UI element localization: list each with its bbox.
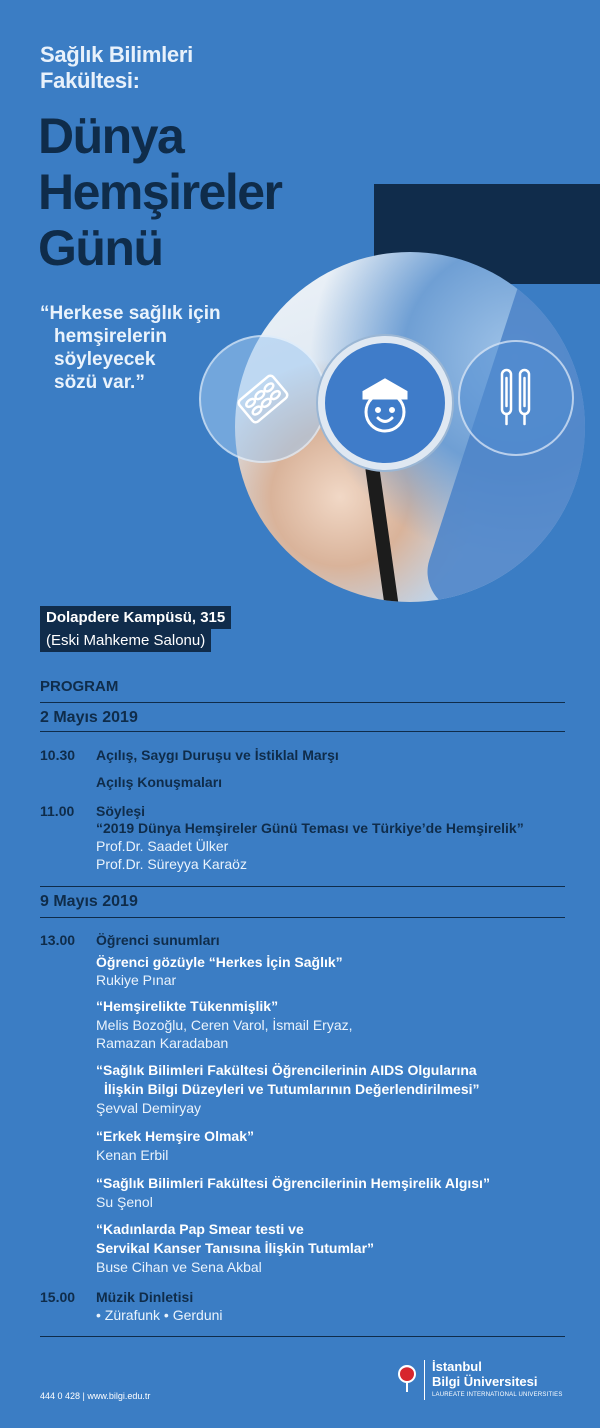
day2-date: 9 Mayıs 2019	[40, 893, 138, 910]
talk4-title: “Erkek Hemşire Olmak”	[96, 1128, 254, 1144]
talk1-speaker: Rukiye Pınar	[96, 972, 177, 988]
logo-divider	[424, 1360, 425, 1400]
faculty-line-2: Fakültesi:	[40, 68, 140, 93]
talk3-title-1: “Sağlık Bilimleri Fakültesi Öğrencilerinin AIDS Olgularına	[96, 1062, 477, 1078]
talk3-title-2: İlişkin Bilgi Düzeyleri ve Tutumlarının Değerlendirilmesi”	[104, 1081, 480, 1097]
talk5-title: “Sağlık Bilimleri Fakültesi Öğrencilerinin Hemşirelik Algısı”	[96, 1175, 490, 1191]
footer-contact: 444 0 428 | www.bilgi.edu.tr	[40, 1391, 151, 1401]
title-line-2: Hemşireler	[38, 164, 282, 220]
title-line-3: Günü	[38, 220, 163, 276]
divider	[40, 702, 565, 703]
day2-slot2-time: 15.00	[40, 1289, 76, 1305]
faculty-line-1: Sağlık Bilimleri	[40, 42, 193, 67]
day1-slot2-time: 11.00	[40, 803, 75, 819]
title-line-1: Dünya	[38, 108, 184, 164]
quote-line-4: sözü var.”	[54, 372, 145, 393]
day1-date: 2 Mayıs 2019	[40, 709, 138, 726]
talk2-speakers-2: Ramazan Karadaban	[96, 1035, 229, 1051]
talk1-title: Öğrenci gözüyle “Herkes İçin Sağlık”	[96, 954, 343, 970]
day1-slot1-sub: Açılış Konuşmaları	[96, 774, 223, 790]
day2-slot2-title: Müzik Dinletisi	[96, 1289, 194, 1305]
divider	[40, 1336, 565, 1337]
program-heading: PROGRAM	[40, 678, 119, 695]
talk2-title: “Hemşirelikte Tükenmişlik”	[96, 998, 279, 1014]
university-logo-icon	[396, 1363, 418, 1391]
nurse-face-icon	[318, 336, 452, 470]
day1-speaker-1: Prof.Dr. Saadet Ülker	[96, 838, 229, 854]
day1-slot1-time: 10.30	[40, 747, 76, 763]
venue-campus: Dolapdere Kampüsü, 315	[40, 606, 231, 629]
faculty-name	[40, 42, 340, 94]
day1-talk-title: “2019 Dünya Hemşireler Günü Teması ve Türkiye’de Hemşirelik”	[96, 820, 524, 836]
talk6-title-2: Servikal Kanser Tanısına İlişkin Tutumlar”	[96, 1240, 375, 1256]
venue-hall: (Eski Mahkeme Salonu)	[40, 629, 211, 652]
talk2-speakers-1: Melis Bozoğlu, Ceren Varol, İsmail Eryaz,	[96, 1017, 353, 1033]
day1-slot2-title: Söyleşi	[96, 803, 146, 819]
day2-slot1-time: 13.00	[40, 932, 76, 948]
logo-line-3: LAUREATE INTERNATIONAL UNIVERSITIES	[432, 1392, 563, 1398]
event-title	[38, 108, 398, 276]
talk3-speaker: Şevval Demiryay	[96, 1100, 202, 1116]
pill-pack-icon	[199, 335, 327, 463]
divider	[40, 886, 565, 887]
divider	[40, 731, 565, 732]
divider	[40, 917, 565, 918]
stethoscope-tube	[365, 462, 400, 602]
logo-line-2: Bilgi Üniversitesi	[432, 1374, 538, 1389]
thermometer-icon	[458, 340, 574, 456]
quote-line-3: söyleyecek	[54, 349, 156, 370]
day1-slot1-title: Açılış, Saygı Duruşu ve İstiklal Marşı	[96, 747, 339, 763]
venue-block	[40, 606, 231, 652]
quote-line-1: “Herkese sağlık için	[40, 303, 221, 324]
talk4-speaker: Kenan Erbil	[96, 1147, 169, 1163]
quote-line-2: hemşirelerin	[54, 326, 167, 347]
logo-line-1: İstanbul	[432, 1359, 482, 1374]
day1-speaker-2: Prof.Dr. Süreyya Karaöz	[96, 856, 247, 872]
university-logo-text	[432, 1359, 563, 1398]
talk6-title-1: “Kadınlarda Pap Smear testi ve	[96, 1221, 304, 1237]
music-bands: • Zürafunk • Gerduni	[96, 1307, 223, 1323]
talk5-speaker: Su Şenol	[96, 1194, 153, 1210]
talk6-speaker: Buse Cihan ve Sena Akbal	[96, 1259, 262, 1275]
day2-slot1-title: Öğrenci sunumları	[96, 932, 220, 948]
